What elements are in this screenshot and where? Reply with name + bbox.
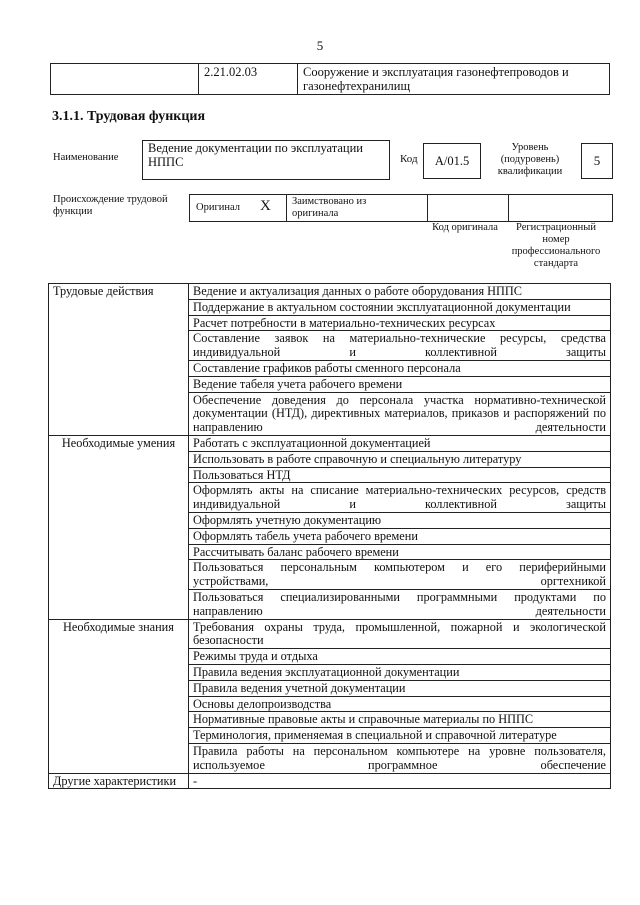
item-cell: Составление заявок на материально-технические ресурсы, средства индивидуальной и коллективной защиты: [189, 331, 611, 361]
empty-cell: [51, 64, 199, 95]
item-cell: Требования охраны труда, промышленной, пожарной и экологической безопасности: [189, 619, 611, 649]
qualification-name: Сооружение и эксплуатация газонефтепроводов и газонефтехранилищ: [298, 64, 610, 95]
item-cell: Поддержание в актуальном состоянии эксплуатационной документации: [189, 299, 611, 315]
item-cell: Нормативные правовые акты и справочные материалы по НППС: [189, 712, 611, 728]
item-cell: Терминология, применяемая в специальной и справочной литературе: [189, 728, 611, 744]
item-cell: Режимы труда и отдыха: [189, 649, 611, 665]
function-details-table: [48, 283, 611, 789]
category-cell: Трудовые действия: [49, 284, 189, 436]
item-cell: Ведение табеля учета рабочего времени: [189, 376, 611, 392]
item-cell: Оформлять табель учета рабочего времени: [189, 528, 611, 544]
reg-nomer-label: Регистрационный номер профессионального стандарта: [511, 222, 601, 269]
uroven-label: Уровень (подуровень) квалификации: [497, 142, 563, 177]
item-cell: -: [189, 773, 611, 789]
origin-box: [189, 194, 613, 222]
kod-label: Код: [400, 153, 418, 165]
item-cell: Оформлять акты на списание материально-технических ресурсов, средств индивидуальной и коллективной защиты: [189, 483, 611, 513]
function-code-box: [423, 143, 481, 179]
kod-originala-label: Код оригинала: [432, 222, 498, 233]
item-cell: Оформлять учетную документацию: [189, 512, 611, 528]
origin-label: Происхождение трудовой функции: [53, 194, 168, 217]
item-cell: Рассчитывать баланс рабочего времени: [189, 544, 611, 560]
item-cell: Пользоваться специализированными программными продуктами по направлению деятельности: [189, 589, 611, 619]
divider: [286, 195, 287, 221]
level-box: [581, 143, 613, 179]
divider: [508, 195, 509, 221]
category-cell: Другие характеристики: [49, 773, 189, 789]
original-mark: X: [260, 198, 271, 214]
item-cell: Составление графиков работы сменного персонала: [189, 360, 611, 376]
item-cell: Расчет потребности в материально-технических ресурсах: [189, 315, 611, 331]
function-code: А/01.5: [434, 154, 470, 168]
item-cell: Работать с эксплуатационной документацией: [189, 435, 611, 451]
item-cell: Ведение и актуализация данных о работе оборудования НППС: [189, 284, 611, 300]
item-cell: Обеспечение доведения до персонала участка нормативно-технической документации (НТД), директивных материалов, приказов и распоряжений по направлению деятельности: [189, 392, 611, 435]
qualification-row-table: [50, 63, 610, 95]
page-number: 5: [316, 38, 324, 53]
naimenovanie-label: Наименование: [53, 152, 119, 163]
table-row: [49, 619, 611, 649]
borrowed-label: Заимствовано из оригинала: [292, 196, 367, 219]
original-label: Оригинал: [196, 202, 240, 213]
qualification-code: 2.21.02.03: [199, 64, 298, 95]
section-title: 3.1.1. Трудовая функция: [52, 109, 206, 124]
function-name: Ведение документации по эксплуатации НППС: [148, 141, 363, 169]
level-value: 5: [593, 153, 601, 168]
table-row: [49, 435, 611, 451]
item-cell: Пользоваться НТД: [189, 467, 611, 483]
divider: [427, 195, 428, 221]
table-row: [49, 773, 611, 789]
item-cell: Правила ведения эксплуатационной документации: [189, 664, 611, 680]
item-cell: Правила работы на персональном компьютере на уровне пользователя, используемое программное обеспечение: [189, 743, 611, 773]
category-cell: Необходимые знания: [49, 619, 189, 773]
category-cell: Необходимые умения: [49, 435, 189, 619]
item-cell: Пользоваться персональным компьютером и его периферийными устройствами, оргтехникой: [189, 560, 611, 590]
item-cell: Правила ведения учетной документации: [189, 680, 611, 696]
item-cell: Использовать в работе справочную и специальную литературу: [189, 451, 611, 467]
item-cell: Основы делопроизводства: [189, 696, 611, 712]
function-name-box: [142, 140, 390, 180]
table-row: [49, 284, 611, 300]
